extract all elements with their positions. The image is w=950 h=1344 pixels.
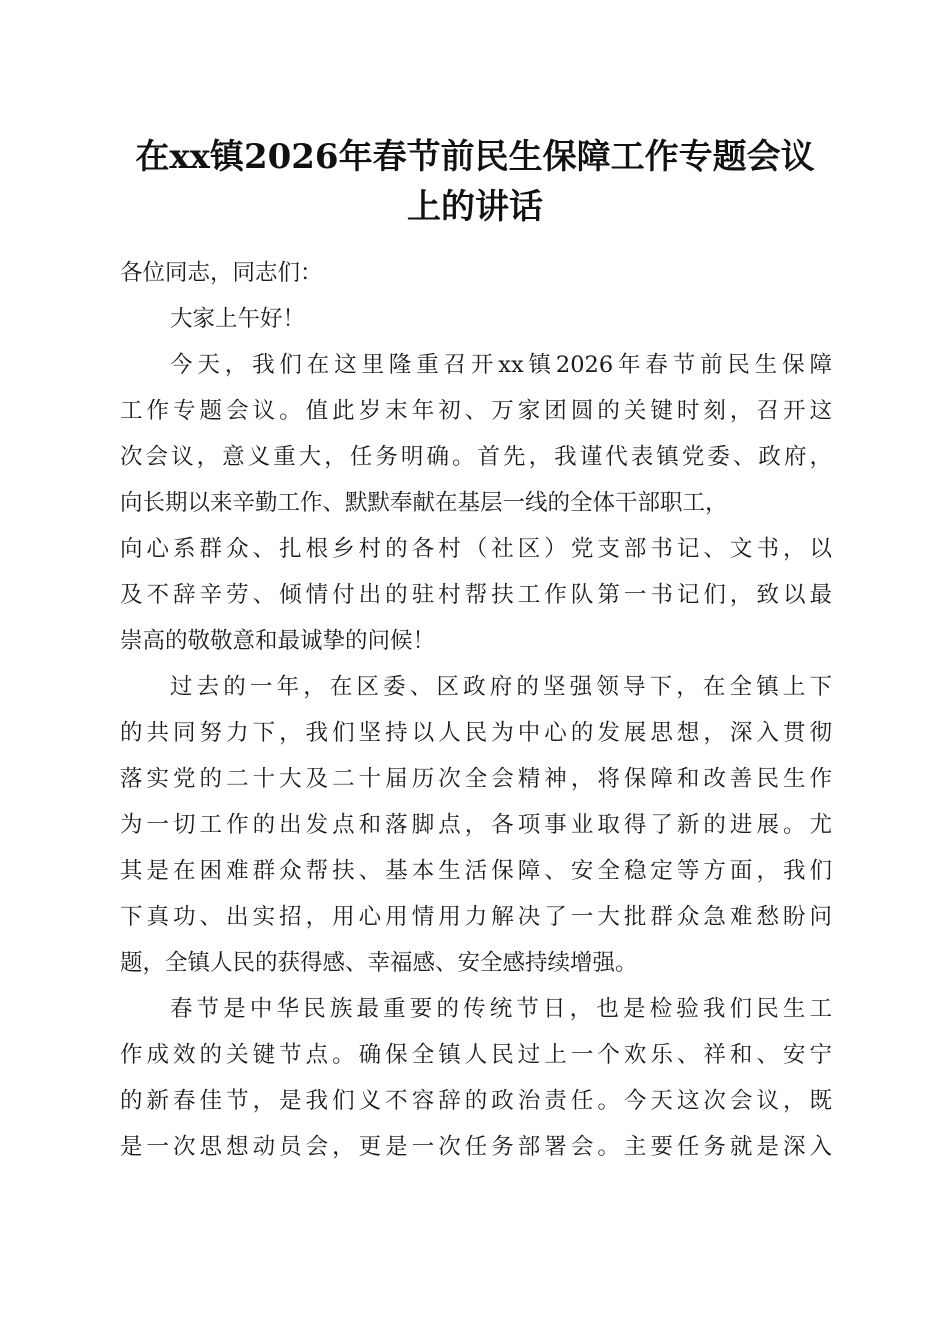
paragraph-line: 的新春佳节，是我们义不容辞的政治责任。今天这次会议，既 — [120, 1088, 832, 1114]
paragraph-line: 的共同努力下，我们坚持以人民为中心的发展思想，深入贯彻 — [120, 720, 832, 746]
paragraph-line: 向长期以来辛勤工作、默默奉献在基层一线的全体干部职工， — [120, 490, 728, 516]
greeting: 大家上午好！ — [170, 306, 306, 332]
paragraph-line: 次会议，意义重大，任务明确。首先，我谨代表镇党委、政府， — [120, 444, 832, 470]
paragraph-line: 落实党的二十大及二十届历次全会精神，将保障和改善民生作 — [120, 766, 832, 792]
paragraph-line: 春节是中华民族最重要的传统节日，也是检验我们民生工 — [170, 996, 832, 1022]
paragraph-line: 今天，我们在这里隆重召开xx镇2026年春节前民生保障 — [170, 352, 832, 378]
salutation: 各位同志，同志们： — [120, 260, 323, 286]
paragraph-line: 其是在困难群众帮扶、基本生活保障、安全稳定等方面，我们 — [120, 858, 832, 884]
paragraph-line: 是一次思想动员会，更是一次任务部署会。主要任务就是深入 — [120, 1134, 832, 1160]
paragraph-line: 过去的一年，在区委、区政府的坚强领导下，在全镇上下 — [170, 674, 832, 700]
paragraph-line: 作成效的关键节点。确保全镇人民过上一个欢乐、祥和、安宁 — [120, 1042, 832, 1068]
paragraph — [120, 986, 832, 1170]
paragraph — [120, 342, 832, 664]
document-body — [120, 250, 832, 1170]
paragraph-line: 工作专题会议。值此岁末年初、万家团圆的关键时刻，召开这 — [120, 398, 832, 424]
paragraph-line: 崇高的敬敬意和最诚挚的问候！ — [120, 628, 436, 654]
paragraph-line: 下真功、出实招，用心用情用力解决了一大批群众急难愁盼问 — [120, 904, 832, 930]
title-line: 上的讲话 — [407, 187, 543, 227]
paragraph — [120, 664, 832, 986]
document-title — [110, 132, 840, 232]
title-line: 在xx镇2026年春节前民生保障工作专题会议 — [135, 137, 815, 177]
paragraph-line: 及不辞辛劳、倾情付出的驻村帮扶工作队第一书记们，致以最 — [120, 582, 832, 608]
paragraph-line: 向心系群众、扎根乡村的各村（社区）党支部书记、文书，以 — [120, 536, 832, 562]
paragraph-line: 为一切工作的出发点和落脚点，各项事业取得了新的进展。尤 — [120, 812, 832, 838]
paragraph-line: 题，全镇人民的获得感、幸福感、安全感持续增强。 — [120, 950, 638, 976]
